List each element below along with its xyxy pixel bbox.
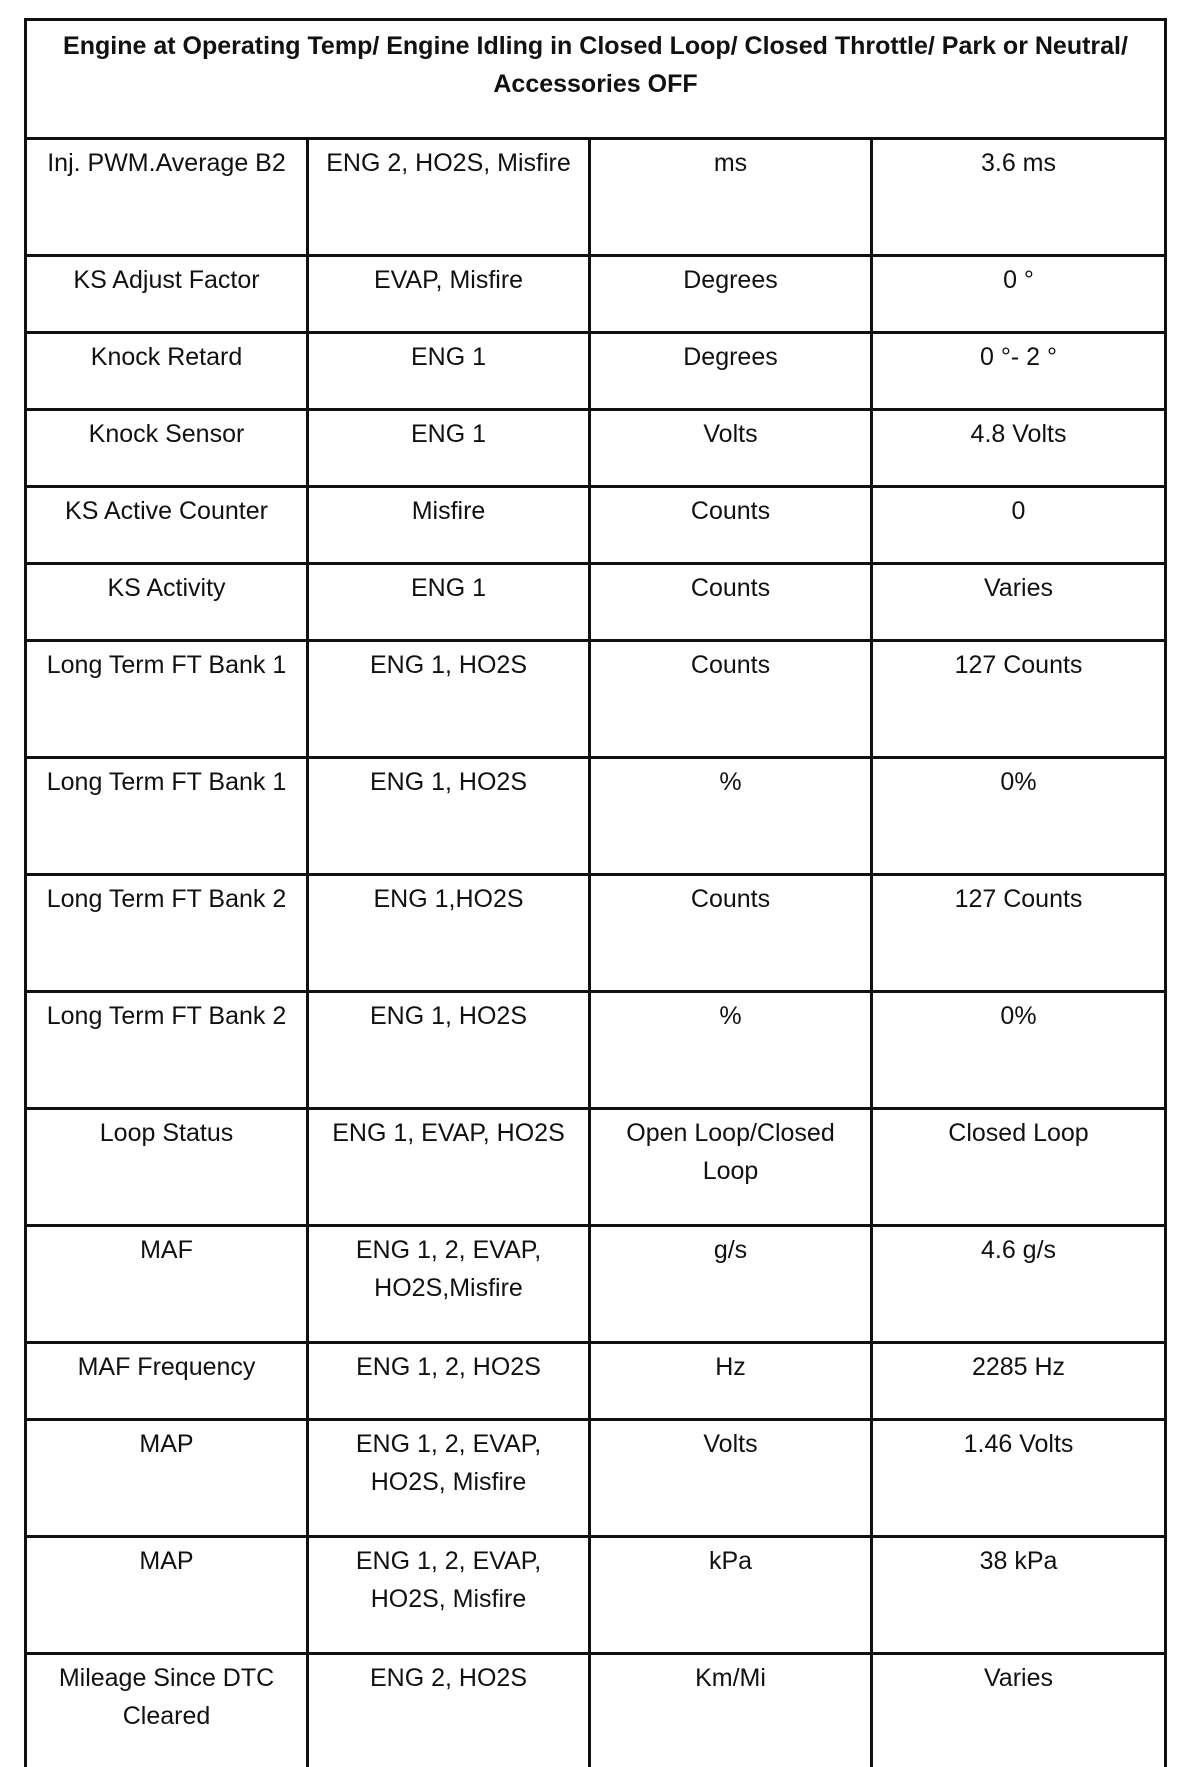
parameter-units: Counts (590, 641, 872, 758)
table-title: Engine at Operating Temp/ Engine Idling in Closed Loop/ Closed Throttle/ Park or Neutral/ Accessories OFF (26, 20, 1166, 139)
parameter-value: 4.8 Volts (872, 410, 1166, 487)
parameter-value: 2285 Hz (872, 1343, 1166, 1420)
parameter-category: ENG 1, HO2S (308, 641, 590, 758)
parameter-units: Hz (590, 1343, 872, 1420)
table-row (26, 1537, 1166, 1654)
parameter-category: ENG 1 (308, 564, 590, 641)
parameter-value: 127 Counts (872, 875, 1166, 992)
parameter-units: g/s (590, 1226, 872, 1343)
parameter-name: MAP (26, 1537, 308, 1654)
parameter-category: EVAP, Misfire (308, 256, 590, 333)
parameter-name: Knock Retard (26, 333, 308, 410)
table-row (26, 564, 1166, 641)
parameter-units: Counts (590, 564, 872, 641)
parameter-category: ENG 1, HO2S (308, 758, 590, 875)
table-row (26, 1226, 1166, 1343)
table-row (26, 1654, 1166, 1767)
parameter-name: Long Term FT Bank 1 (26, 641, 308, 758)
parameter-units: Counts (590, 875, 872, 992)
parameter-name: KS Activity (26, 564, 308, 641)
parameter-value: 0 ° (872, 256, 1166, 333)
parameter-units: kPa (590, 1537, 872, 1654)
parameter-value: 3.6 ms (872, 139, 1166, 256)
parameter-value: Closed Loop (872, 1109, 1166, 1226)
parameter-units: Degrees (590, 256, 872, 333)
parameter-units: ms (590, 139, 872, 256)
table-row (26, 641, 1166, 758)
table-row (26, 875, 1166, 992)
parameter-value: 0 °- 2 ° (872, 333, 1166, 410)
table-row (26, 487, 1166, 564)
parameter-value: 0% (872, 992, 1166, 1109)
parameter-value: 38 kPa (872, 1537, 1166, 1654)
parameter-category: ENG 1, EVAP, HO2S (308, 1109, 590, 1226)
parameter-name: KS Active Counter (26, 487, 308, 564)
parameter-name: Loop Status (26, 1109, 308, 1226)
scan-tool-data-table (24, 18, 1164, 1767)
parameter-category: ENG 2, HO2S (308, 1654, 590, 1767)
table-row (26, 1420, 1166, 1537)
parameter-name: Long Term FT Bank 2 (26, 875, 308, 992)
parameter-category: Misfire (308, 487, 590, 564)
table-row (26, 410, 1166, 487)
data-table (24, 18, 1167, 1767)
parameter-units: Degrees (590, 333, 872, 410)
parameter-units: Open Loop/Closed Loop (590, 1109, 872, 1226)
parameter-category: ENG 1, HO2S (308, 992, 590, 1109)
parameter-category: ENG 1, 2, EVAP, HO2S, Misfire (308, 1420, 590, 1537)
parameter-units: % (590, 758, 872, 875)
parameter-units: Counts (590, 487, 872, 564)
parameter-value: Varies (872, 1654, 1166, 1767)
parameter-value: 0% (872, 758, 1166, 875)
parameter-name: MAF (26, 1226, 308, 1343)
table-row (26, 139, 1166, 256)
table-row (26, 333, 1166, 410)
parameter-category: ENG 1 (308, 410, 590, 487)
parameter-value: 127 Counts (872, 641, 1166, 758)
parameter-units: Km/Mi (590, 1654, 872, 1767)
parameter-category: ENG 1 (308, 333, 590, 410)
parameter-units: % (590, 992, 872, 1109)
parameter-name: Inj. PWM.Average B2 (26, 139, 308, 256)
parameter-category: ENG 2, HO2S, Misfire (308, 139, 590, 256)
parameter-value: 1.46 Volts (872, 1420, 1166, 1537)
parameter-name: MAF Frequency (26, 1343, 308, 1420)
parameter-value: 4.6 g/s (872, 1226, 1166, 1343)
table-row (26, 992, 1166, 1109)
parameter-name: MAP (26, 1420, 308, 1537)
parameter-units: Volts (590, 1420, 872, 1537)
parameter-name: Knock Sensor (26, 410, 308, 487)
parameter-category: ENG 1,HO2S (308, 875, 590, 992)
parameter-name: Long Term FT Bank 1 (26, 758, 308, 875)
parameter-value: 0 (872, 487, 1166, 564)
parameter-name: KS Adjust Factor (26, 256, 308, 333)
parameter-category: ENG 1, 2, EVAP, HO2S, Misfire (308, 1537, 590, 1654)
table-row (26, 1109, 1166, 1226)
parameter-units: Volts (590, 410, 872, 487)
parameter-category: ENG 1, 2, EVAP, HO2S,Misfire (308, 1226, 590, 1343)
table-row (26, 1343, 1166, 1420)
table-row (26, 758, 1166, 875)
parameter-name: Mileage Since DTC Cleared (26, 1654, 308, 1767)
parameter-category: ENG 1, 2, HO2S (308, 1343, 590, 1420)
table-row (26, 256, 1166, 333)
parameter-value: Varies (872, 564, 1166, 641)
parameter-name: Long Term FT Bank 2 (26, 992, 308, 1109)
